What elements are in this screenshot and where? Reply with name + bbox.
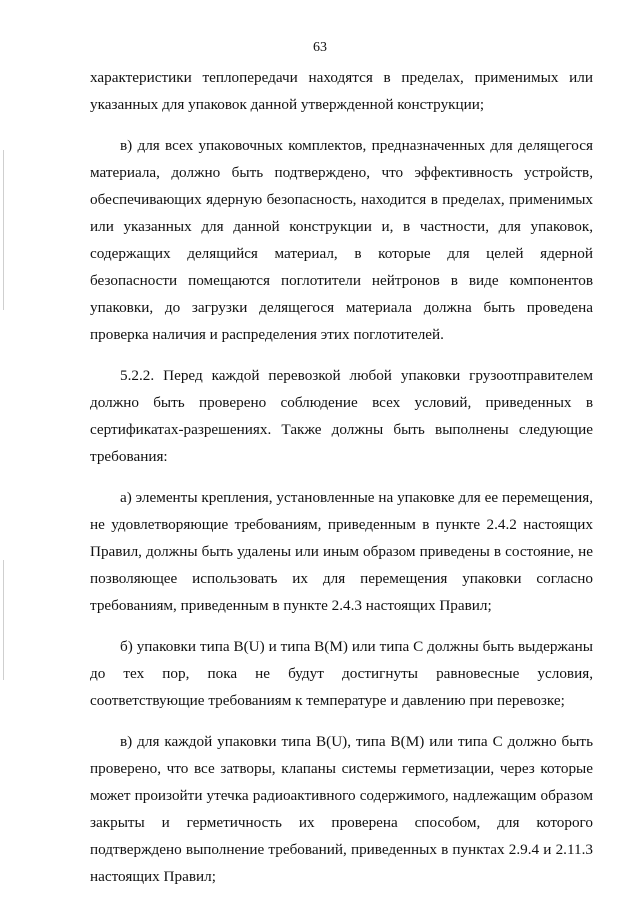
paragraph-item-a: а) элементы крепления, установленные на упаковке для ее перемещения, не удовлетворяющие требованиям, приведенным в пункте 2.4.2 настоящих Правил, должны быть удалены или иным образом приведены в состояние, не позволяющее использовать их для перемещения упаковки согласно требованиям, приведенным в пункте 2.4.3 настоящих Правил; — [90, 489, 593, 614]
paragraph-item-v-fissile: в) для всех упаковочных комплектов, предназначенных для делящегося материала, должно быть подтверждено, что эффективность устройств, обеспечивающих ядерную безопасность, находится в пределах, применимых или указанных для данной конструкции и, в частности, для упаковок, содержащих делящийся материал, в которые для целей ядерной безопасности помещаются поглотители нейтронов в виде компонентов упаковки, до загрузки делящегося материала должна быть проведена проверка наличия и распределения этих поглотителей. — [90, 137, 593, 343]
paragraph-item-v-closures: в) для каждой упаковки типа B(U), типа B(M) или типа C должно быть проверено, что все затворы, клапаны системы герметизации, через которые может произойти утечка радиоактивного содержимого, надлежащим образом закрыты и герметичность их проверена способом, для которого подтверждено выполнение требований, приведенных в пунктах 2.9.4 и 2.11.3 настоящих Правил; — [90, 733, 593, 885]
paragraph-continuation: характеристики теплопередачи находятся в пределах, применимых или указанных для упаковок данной утвержденной конструкции; — [90, 69, 593, 113]
paragraph-item-b: б) упаковки типа B(U) и типа B(M) или типа C должны быть выдержаны до тех пор, пока не будут достигнуты равновесные условия, соответствующие требованиям к температуре и давлению при перевозке; — [90, 638, 593, 709]
paragraph-clause-5-2-2: 5.2.2. Перед каждой перевозкой любой упаковки грузоотправителем должно быть проверено соблюдение всех условий, приведенных в сертификатах-разрешениях. Также должны быть выполнены следующие требования: — [90, 367, 593, 465]
page-number: 63 — [313, 40, 327, 55]
scan-edge-mark — [3, 150, 4, 310]
document-body — [90, 64, 593, 904]
scan-edge-mark — [3, 560, 4, 680]
